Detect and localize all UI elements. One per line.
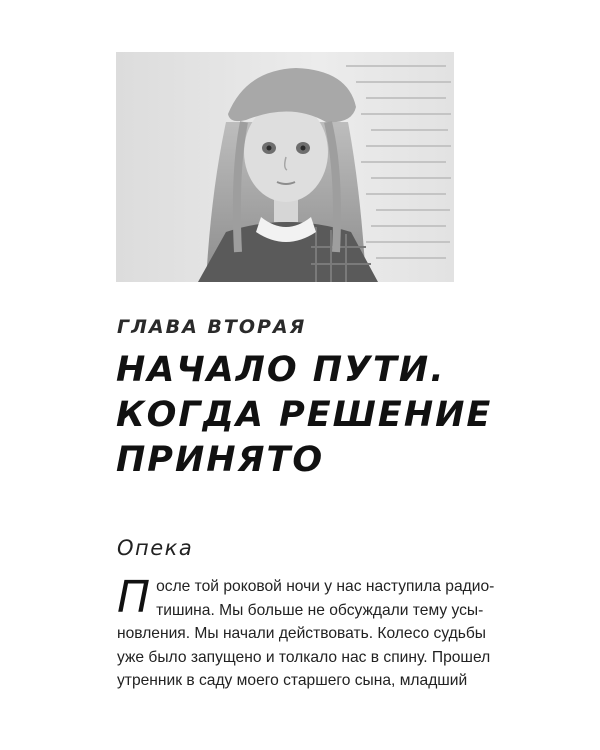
chapter-title-line: НАЧАЛО ПУТИ. bbox=[116, 350, 446, 390]
chapter-label: ГЛАВА ВТОРАЯ bbox=[117, 316, 307, 338]
photo-illustration bbox=[116, 52, 454, 282]
drop-cap: П bbox=[117, 572, 151, 623]
body-line: утренник в саду моего старшего сына, младший bbox=[117, 672, 468, 689]
body-line: осле той роковой ночи у нас наступила радио- bbox=[156, 578, 495, 595]
chapter-title bbox=[116, 348, 496, 483]
chapter-title-line: ПРИНЯТО bbox=[116, 440, 325, 480]
chapter-title-line: КОГДА РЕШЕНИЕ bbox=[116, 395, 493, 435]
section-title: Опека bbox=[117, 536, 194, 560]
body-paragraph bbox=[117, 572, 495, 693]
body-line: уже было запущено и толкало нас в спину. Прошел bbox=[117, 648, 491, 666]
body-line: тишина. Мы больше не обсуждали тему усы- bbox=[156, 601, 484, 619]
girl-portrait-photo bbox=[116, 52, 454, 282]
body-line: новления. Мы начали действовать. Колесо судьбы bbox=[117, 625, 486, 642]
